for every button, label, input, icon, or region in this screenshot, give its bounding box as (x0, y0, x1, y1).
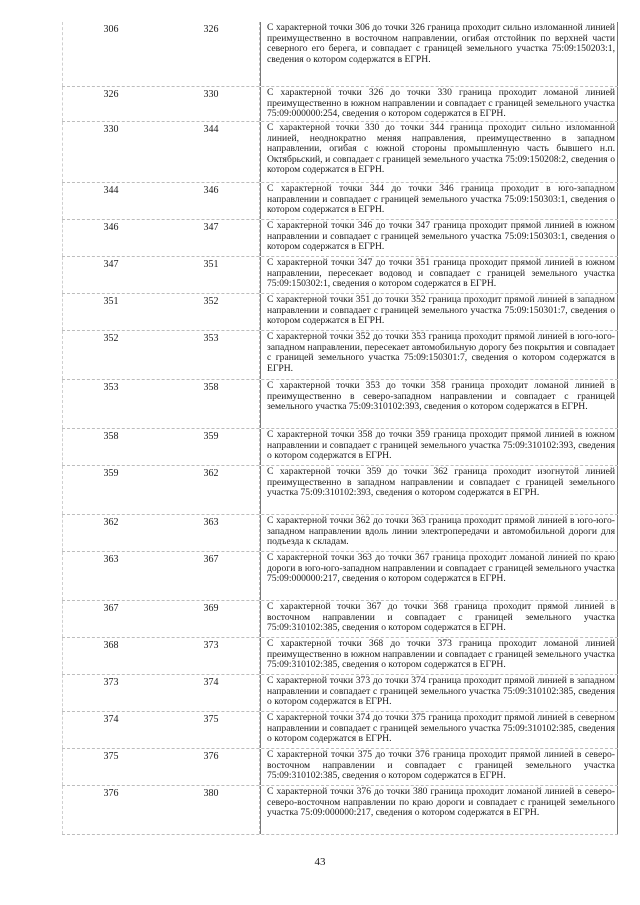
description-cell: С характерной точки 368 до точки 373 граница проходит ломаной линией преимущественно в южном направлении и совпадает с границей земельного участка 75:09:310102:385, сведения о котором содержатся в ЕГРН. (260, 638, 618, 674)
from-point-cell: 359 (62, 466, 159, 514)
description-cell: С характерной точки 373 до точки 374 граница проходит прямой линией в западном направлении и совпадает с границей земельного участка 75:09:310102:385, сведения о котором содержатся в ЕГРН. (260, 675, 618, 711)
table-row (62, 220, 618, 257)
table-row (62, 786, 618, 835)
description-cell: С характерной точки 376 до точки 380 граница проходит ломаной линией в северо-северо-восточном направлении по краю дороги и совпадает с границей земельного участка 75:09:000000:217, сведения о котором содержатся в ЕГРН. (260, 786, 618, 834)
description-cell: С характерной точки 353 до точки 358 граница проходит ломаной линией в преимущественно в северо-западном направлении и совпадает с границей земельного участка 75:09:310102:393, сведения о котором содержатся в ЕГРН. (260, 380, 618, 428)
to-point-cell: 375 (163, 712, 260, 748)
to-point-cell: 376 (163, 749, 260, 785)
to-point-cell: 346 (163, 183, 260, 219)
to-point-cell: 373 (163, 638, 260, 674)
description-cell: С характерной точки 306 до точки 326 граница проходит сильно изломанной линией преимущественно в восточном направлении, огибая отстойник по верхней части северного его берега, и совпадает с границей земельного участка 75:09:150203:1, сведения о котором содержатся в ЕГРН. (260, 22, 618, 86)
to-point-cell: 369 (163, 601, 260, 637)
table-row (62, 380, 618, 429)
to-point-cell: 353 (163, 331, 260, 379)
to-point-cell: 363 (163, 515, 260, 551)
to-point-cell: 351 (163, 257, 260, 293)
from-point-cell: 362 (62, 515, 159, 551)
table-row (62, 515, 618, 552)
from-point-cell: 358 (62, 429, 159, 465)
from-point-cell: 306 (62, 22, 159, 86)
table-row (62, 749, 618, 786)
description-cell: С характерной точки 363 до точки 367 граница проходит ломаной линией по краю дороги в юго-юго-западном направлении и совпадает с границей земельного участка 75:09:000000:217, сведения о котором содержатся в ЕГРН. (260, 552, 618, 600)
to-point-cell: 347 (163, 220, 260, 256)
description-cell: С характерной точки 362 до точки 363 граница проходит прямой линией в юго-юго-западном направлении вдоль линии электропередачи и автомобильной дороги для подъезда к складам. (260, 515, 618, 551)
from-point-cell: 347 (62, 257, 159, 293)
to-point-cell: 326 (163, 22, 260, 86)
table-row (62, 87, 618, 122)
table-row (62, 22, 618, 87)
description-cell: С характерной точки 347 до точки 351 граница проходит прямой линией в южном направлении, пересекает водовод и совпадает с границей земельного участка 75:09:150302:1, сведения о котором содержатся в ЕГРН. (260, 257, 618, 293)
page-number: 43 (314, 856, 326, 868)
description-cell: С характерной точки 344 до точки 346 граница проходит в юго-западном направлении и совпадает с границей земельного участка 75:09:150303:1, сведения о котором содержатся в ЕГРН. (260, 183, 618, 219)
from-point-cell: 352 (62, 331, 159, 379)
to-point-cell: 380 (163, 786, 260, 834)
to-point-cell: 374 (163, 675, 260, 711)
description-cell: С характерной точки 374 до точки 375 граница проходит прямой линией в северном направлении и совпадает с границей земельного участка 75:09:310102:385, сведения о котором содержатся в ЕГРН. (260, 712, 618, 748)
description-cell: С характерной точки 352 до точки 353 граница проходит прямой линией в юго-юго-западном направлении, пересекает автомобильную дорогу без покрытия и совпадает с границей земельного участка 75:09:150301:7, сведения о котором содержатся в ЕГРН. (260, 331, 618, 379)
table-row (62, 638, 618, 675)
from-point-cell: 376 (62, 786, 159, 834)
description-cell: С характерной точки 351 до точки 352 граница проходит прямой линией в западном направлении и совпадает с границей земельного участка 75:09:150301:7, сведения о котором содержатся в ЕГРН. (260, 294, 618, 330)
from-point-cell: 326 (62, 87, 159, 121)
table-row (62, 294, 618, 331)
to-point-cell: 358 (163, 380, 260, 428)
from-point-cell: 363 (62, 552, 159, 600)
description-cell: С характерной точки 375 до точки 376 граница проходит прямой линией в северо-восточном направлении и совпадает с границей земельного участка 75:09:310102:385, сведения о котором содержатся в ЕГРН. (260, 749, 618, 785)
table-row (62, 712, 618, 749)
table-row (62, 552, 618, 601)
to-point-cell: 344 (163, 122, 260, 182)
to-point-cell: 359 (163, 429, 260, 465)
table-row (62, 257, 618, 294)
description-cell: С характерной точки 326 до точки 330 граница проходит ломаной линией преимущественно в южном направлении и совпадает с границей земельного участка 75:09:000000:254, сведения о котором содержатся в ЕГРН. (260, 87, 618, 121)
to-point-cell: 330 (163, 87, 260, 121)
table-row (62, 601, 618, 638)
table-row (62, 466, 618, 515)
to-point-cell: 362 (163, 466, 260, 514)
table-row (62, 429, 618, 466)
from-point-cell: 330 (62, 122, 159, 182)
description-cell: С характерной точки 346 до точки 347 граница проходит прямой линией в южном направлении и совпадает с границей земельного участка 75:09:150303:1, сведения о котором содержатся в ЕГРН. (260, 220, 618, 256)
description-cell: С характерной точки 367 до точки 368 граница проходит прямой линией в восточном направлении и совпадает с границей земельного участка 75:09:310102:385, сведения о котором содержатся в ЕГРН. (260, 601, 618, 637)
table-row (62, 183, 618, 220)
from-point-cell: 367 (62, 601, 159, 637)
from-point-cell: 375 (62, 749, 159, 785)
description-cell: С характерной точки 358 до точки 359 граница проходит прямой линией в южном направлении и совпадает с границей земельного участка 75:09:310102:393, сведения о котором содержатся в ЕГРН. (260, 429, 618, 465)
description-cell: С характерной точки 330 до точки 344 граница проходит сильно изломанной линией, неоднократно меняя направления, преимущественно в западном направлении, огибая с южной стороны промышленную часть бывшего н.п. Октябрьский, и совпадает с границей земельного участка 75:09:150208:2, сведения о котором содержатся в ЕГРН. (260, 122, 618, 182)
from-point-cell: 373 (62, 675, 159, 711)
table-row (62, 675, 618, 712)
description-cell: С характерной точки 359 до точки 362 граница проходит изогнутой линией преимущественно в западном направлении и совпадает с границей земельного участка 75:09:310102:393, сведения о котором содержатся в ЕГРН. (260, 466, 618, 514)
from-point-cell: 353 (62, 380, 159, 428)
from-point-cell: 344 (62, 183, 159, 219)
from-point-cell: 351 (62, 294, 159, 330)
boundary-description-table (62, 22, 618, 835)
to-point-cell: 352 (163, 294, 260, 330)
from-point-cell: 346 (62, 220, 159, 256)
to-point-cell: 367 (163, 552, 260, 600)
table-row (62, 331, 618, 380)
from-point-cell: 374 (62, 712, 159, 748)
table-row (62, 122, 618, 183)
from-point-cell: 368 (62, 638, 159, 674)
